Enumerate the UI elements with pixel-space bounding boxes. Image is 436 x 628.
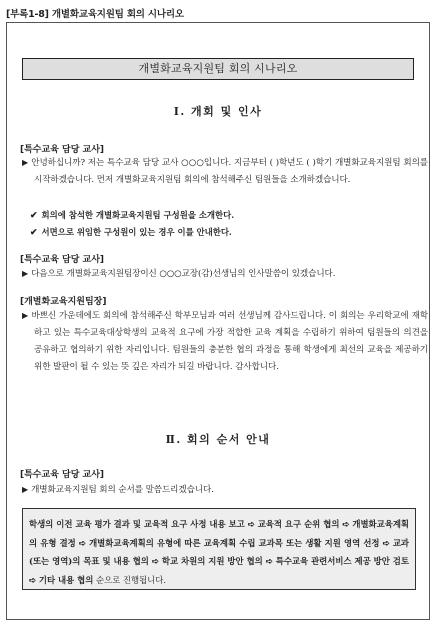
- speaker-label: [특수교육 담당 교사]: [20, 255, 105, 265]
- appendix-label: [부록1-8] 개별화교육지원팀 회의 시나리오: [6, 9, 184, 20]
- check-item: [30, 226, 232, 238]
- checkmark-icon: ✔: [30, 211, 38, 221]
- check-item-text: 서면으로 위임한 구성원이 있는 경우 이를 안내한다.: [41, 227, 232, 237]
- paragraph-text: 다음으로 개별화교육지원팀장이신 ○○○교장(감)선생님의 인사말씀이 있겠습니다.: [31, 269, 336, 279]
- document-title: 개별화교육지원팀 회의 시나리오: [22, 58, 414, 80]
- bullet-arrow-icon: ▶: [22, 269, 29, 278]
- bullet-arrow-icon: ▶: [22, 485, 29, 494]
- section-2-heading: Ⅱ. 회의 순서 안내: [165, 433, 271, 446]
- check-item: [30, 209, 234, 221]
- bullet-arrow-icon: ▶: [22, 158, 29, 167]
- order-intro-paragraph: [22, 481, 428, 499]
- paragraph-text: 바쁘신 가운데에도 회의에 참석해주신 학부모님과 여러 선생님께 감사드립니다. 이 회의는 우리학교에 재학하고 있는 특수교육대상학생의 교육적 요구에 가장 적합한 교육 계획을 수립하기 위하여 팀원들의 의견을 공유하고 협의하기 위한 자리입니다. 팀원들의 충분한 협의 과정을 통해 학생에게 최선의 교육을 제공하기 위한 발판이 될 수 있는 뜻 깊은 자리가 되길 바랍니다. 감사합니다.: [31, 311, 428, 372]
- meeting-order-tail: 순으로 진행됩니다.: [93, 574, 167, 585]
- meeting-order-steps: 학생의 이전 교육 평가 결과 및 교육적 요구 사정 내용 보고 ➪ 교육적 요구 순위 협의 ➪ 개별화교육계획의 유형 결정 ➪ 개별화교육계획의 유형에 따른 교육계획 수립 교과목 또는 생활 지원 영역 선정 ➪ 교과(또는 영역)의 목표 및 내용 협의 ➪ 학교 차원의 지원 방안 협의 ➪ 특수교육 관련서비스 제공 방안 검토 ➪ 기타 내용 협의: [29, 519, 409, 585]
- section-1-heading: Ⅰ. 개회 및 인사: [173, 105, 263, 118]
- speaker-label: [특수교육 담당 교사]: [20, 470, 105, 480]
- greeting-paragraph: [22, 307, 428, 376]
- introduction-paragraph: [22, 265, 428, 283]
- bullet-arrow-icon: ▶: [22, 311, 29, 320]
- meeting-order-box: [22, 508, 416, 590]
- paragraph-text: 개별화교육지원팀 회의 순서를 말씀드리겠습니다.: [31, 485, 214, 495]
- paragraph-text: 안녕하십니까? 저는 특수교육 담당 교사 ○○○입니다. 지금부터 ( )학년도 ( )학기 개별화교육지원팀 회의를 시작하겠습니다. 먼저 개별화교육지원팀 회의에 참석해주신 팀원들을 소개하겠습니다.: [31, 158, 428, 185]
- checkmark-icon: ✔: [30, 228, 38, 238]
- speaker-label: [개별화교육지원팀장]: [20, 297, 107, 307]
- opening-paragraph: [22, 154, 428, 189]
- speaker-label: [특수교육 담당 교사]: [20, 145, 105, 155]
- check-item-text: 회의에 참석한 개별화교육지원팀 구성원을 소개한다.: [41, 210, 235, 220]
